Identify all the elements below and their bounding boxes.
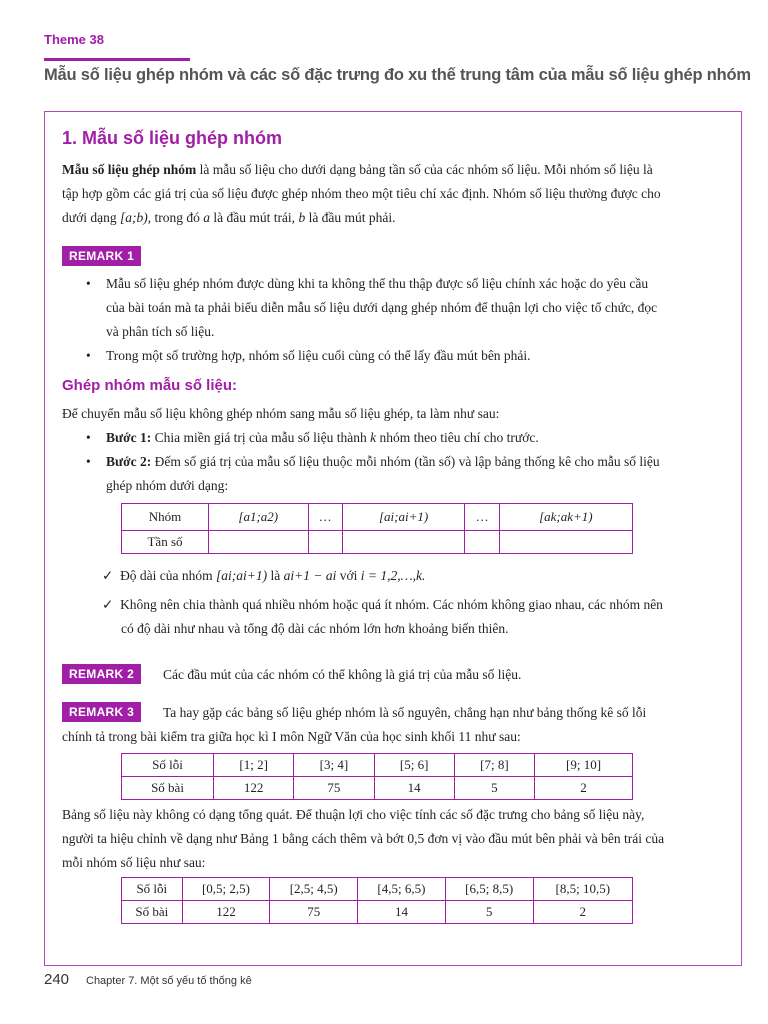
remark-1-badge xyxy=(62,246,141,266)
table-cell xyxy=(499,531,632,554)
check-item-1 xyxy=(102,564,722,588)
table-cell: Nhóm xyxy=(122,504,209,531)
remark-3-paragraph xyxy=(62,803,732,875)
errors-table-1 xyxy=(121,753,633,800)
table-cell: [7; 8] xyxy=(454,754,534,777)
definition-text-line2: tập hợp gồm các giá trị của số liệu được ghép nhóm theo một tiêu chí xác định. Nhóm số liệu thường được cho xyxy=(62,186,661,201)
remark-badge-label: REMARK 3 xyxy=(62,702,141,722)
theme-underline xyxy=(44,58,190,61)
list-item-line: của bài toán mà ta phải biểu diễn mẫu số liệu dưới dạng ghép nhóm để thuận lợi cho việc tổ chức, đọc xyxy=(106,300,658,315)
table-cell xyxy=(342,531,465,554)
definition-text: , trong đó xyxy=(147,210,204,225)
step-label: Bước 2: xyxy=(106,454,152,469)
table-cell: 5 xyxy=(454,777,534,800)
definition-text: là đầu mút phải. xyxy=(305,210,396,225)
chapter-label: Chapter 7. Một số yếu tố thống kê xyxy=(86,975,252,987)
table-cell: … xyxy=(308,504,342,531)
table-cell: [9; 10] xyxy=(535,754,633,777)
check-text: Độ dài của nhóm xyxy=(120,568,217,583)
definition-text-line1: là mẫu số liệu cho dưới dạng bảng tần số của các nhóm số liệu. Mỗi nhóm số liệu là xyxy=(196,162,653,177)
table-cell: 5 xyxy=(445,901,533,924)
list-item: • Trong một số trường hợp, nhóm số liệu cuối cùng có thể lấy đầu mút bên phải. xyxy=(86,348,531,363)
check-text: Không nên chia thành quá nhiều nhóm hoặc quá ít nhóm. Các nhóm không giao nhau, các nhóm nên xyxy=(120,597,663,612)
grouping-heading: Ghép nhóm mẫu số liệu: xyxy=(62,377,238,394)
check-text: là xyxy=(267,568,284,583)
table-cell: [8,5; 10,5) xyxy=(533,878,632,901)
page-title: Mẫu số liệu ghép nhóm và các số đặc trưng đo xu thế trung tâm của mẫu số liệu ghép nhóm xyxy=(44,66,751,84)
grouping-intro: Để chuyển mẫu số liệu không ghép nhóm sang mẫu số liệu ghép, ta làm như sau: xyxy=(62,406,500,421)
formula: i = 1,2,…,k. xyxy=(360,568,426,583)
table-cell: 75 xyxy=(294,777,374,800)
table-cell: [2,5; 4,5) xyxy=(270,878,358,901)
step-text: Chia miền giá trị của mẫu số liệu thành xyxy=(151,430,371,445)
table-cell: Số bài xyxy=(122,777,214,800)
list-item: • Bước 1: Chia miền giá trị của mẫu số liệu thành k nhóm theo tiêu chí cho trước. xyxy=(86,430,539,445)
table-cell: 122 xyxy=(182,901,270,924)
remark-1-list xyxy=(62,272,722,368)
step-label: Bước 1: xyxy=(106,430,152,445)
table-cell: [1; 2] xyxy=(214,754,294,777)
remark-2-badge xyxy=(62,664,141,684)
remark-3-line2: chính tả trong bài kiểm tra giữa học kì I môn Ngữ Văn của học sinh khối 11 như sau: xyxy=(62,729,521,744)
step-text: ghép nhóm dưới dạng: xyxy=(106,478,229,493)
table-cell xyxy=(209,531,309,554)
definition-paragraph xyxy=(62,158,722,230)
definition-term: Mẫu số liệu ghép nhóm xyxy=(62,162,197,177)
remark-3-badge xyxy=(62,702,141,722)
step-text: nhóm theo tiêu chí cho trước. xyxy=(376,430,539,445)
table-cell: Tần số xyxy=(122,531,209,554)
general-frequency-table xyxy=(121,503,633,554)
table-cell: [a1;a2) xyxy=(209,504,309,531)
table-cell: Số bài xyxy=(122,901,183,924)
table-cell: 2 xyxy=(533,901,632,924)
list-item: • Bước 2: Đếm số giá trị của mẫu số liệu thuộc mỗi nhóm (tần số) và lập bảng thống kê cho mẫu số liệu ghép nhóm dưới dạng: xyxy=(62,450,722,498)
interval-ab: [a;b) xyxy=(119,210,148,225)
formula: ai+1 − ai xyxy=(283,568,337,583)
interval: [ai;ai+1) xyxy=(216,568,268,583)
table-cell: [4,5; 6,5) xyxy=(358,878,446,901)
check-icon: ✓ xyxy=(102,568,114,583)
page-number: 240 xyxy=(44,971,70,988)
remark-badge-label: REMARK 2 xyxy=(62,664,141,684)
paragraph-line: Bảng số liệu này không có dạng tổng quát. Để thuận lợi cho việc tính các số đặc trưng cho bảng số liệu này, xyxy=(62,807,645,822)
remark-2-text: Các đầu mút của các nhóm có thể không là giá trị của mẫu số liệu. xyxy=(163,667,522,682)
table-cell: [6,5; 8,5) xyxy=(445,878,533,901)
table-cell: … xyxy=(465,504,499,531)
check-item-2 xyxy=(102,593,722,641)
table-cell: [0,5; 2,5) xyxy=(182,878,270,901)
definition-text: là đầu mút trái, xyxy=(209,210,299,225)
table-cell: Số lỗi xyxy=(122,754,214,777)
table-cell xyxy=(308,531,342,554)
paragraph-line: người ta hiệu chỉnh về dạng như Bảng 1 bằng cách thêm và bớt 0,5 đơn vị vào đầu mút bên phải và bên trái của xyxy=(62,831,665,846)
var-a: a xyxy=(203,210,210,225)
table-cell: [ak;ak+1) xyxy=(499,504,632,531)
list-item-line: Mẫu số liệu ghép nhóm được dùng khi ta không thể thu thập được số liệu chính xác hoặc do yêu cầu xyxy=(106,276,649,291)
table-cell: 2 xyxy=(535,777,633,800)
table-cell: 14 xyxy=(374,777,454,800)
check-icon: ✓ xyxy=(102,597,114,612)
remark-3-line1: Ta hay gặp các bảng số liệu ghép nhóm là số nguyên, chẳng hạn như bảng thống kê số lỗi xyxy=(163,705,647,720)
table-cell: [ai;ai+1) xyxy=(342,504,465,531)
table-cell xyxy=(465,531,499,554)
remark-badge-label: REMARK 1 xyxy=(62,246,141,266)
table-cell: [3; 4] xyxy=(294,754,374,777)
check-text: với xyxy=(336,568,361,583)
step-text: Đếm số giá trị của mẫu số liệu thuộc mỗi nhóm (tần số) và lập bảng thống kê cho mẫu số liệu xyxy=(151,454,660,469)
var-k: k xyxy=(370,430,377,445)
errors-table-2 xyxy=(121,877,633,924)
section-heading: 1. Mẫu số liệu ghép nhóm xyxy=(62,128,283,148)
table-cell: [5; 6] xyxy=(374,754,454,777)
table-cell: 75 xyxy=(270,901,358,924)
check-text: có độ dài như nhau và tổng độ dài các nhóm lớn hơn khoảng biến thiên. xyxy=(121,621,509,636)
paragraph-line: mỗi nhóm số liệu như sau: xyxy=(62,855,206,870)
list-item-line: Trong một số trường hợp, nhóm số liệu cuối cùng có thể lấy đầu mút bên phải. xyxy=(106,348,531,363)
theme-label: Theme 38 xyxy=(44,32,104,47)
definition-text-line3: dưới dạng xyxy=(62,210,120,225)
list-item: • Mẫu số liệu ghép nhóm được dùng khi ta không thể thu thập được số liệu chính xác hoặc do yêu cầu của bài toán mà ta phải biểu diễn mẫu số liệu dưới dạng ghép nhóm để thuận lợi cho việc tổ chức, đọc và phân tích số liệu. xyxy=(62,272,722,344)
table-cell: 122 xyxy=(214,777,294,800)
table-cell: 14 xyxy=(358,901,446,924)
list-item-line: và phân tích số liệu. xyxy=(106,324,215,339)
steps-list xyxy=(62,426,722,498)
table-cell: Số lỗi xyxy=(122,878,183,901)
var-b: b xyxy=(298,210,306,225)
